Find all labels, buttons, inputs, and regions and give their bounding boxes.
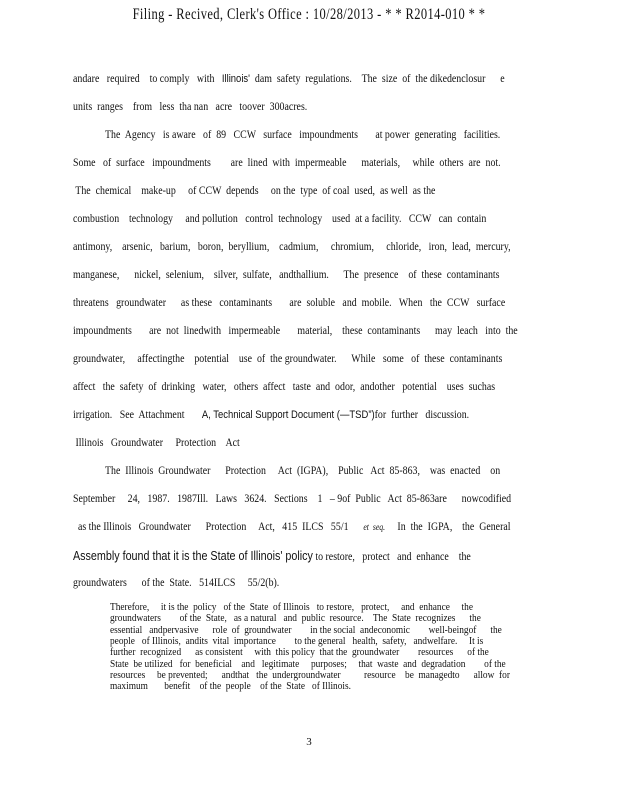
body-line [73, 213, 487, 225]
line-text: In the IGPA, the General [385, 521, 511, 533]
line-text: for further discussion. [374, 409, 470, 421]
body-line [73, 521, 511, 533]
quote-line: State be utilized for beneficial and legitimate purposes; that waste and degradation of the [110, 657, 506, 670]
line-text: The chemical make-up of CCW depends on the type of coal used, as well as the [73, 185, 436, 197]
quote-line: essential andpervasive role of groundwater in the social andeconomic well-beingof the [110, 623, 502, 636]
line-text: September 24, 1987. 1987Ill. Laws 3624. Sections 1 – 9of Public Act 85-863are nowcodified [73, 493, 512, 505]
body-line [73, 157, 501, 169]
line-text-styled: A, Technical Support Document (—TSD”) [201, 409, 375, 421]
line-text: irrigation. See Attachment [73, 409, 202, 421]
line-text: units ranges from less tha nan acre toover 300acres. [73, 101, 308, 113]
line-text: The Agency is aware of 89 CCW surface impoundments at power generating facilities. [73, 129, 501, 141]
body-line [73, 549, 469, 563]
line-text: to restore, protect and enhance the [312, 551, 471, 563]
line-text: Some of surface impoundments are lined with impermeable materials, while others are not. [73, 157, 501, 169]
body-line [73, 465, 501, 477]
body-line [73, 493, 512, 505]
body-line [73, 241, 511, 253]
line-text: affect the safety of drinking water, others affect taste and odor, andother potential uses suchas [73, 381, 496, 393]
body-line [73, 353, 503, 365]
body-line [73, 269, 500, 281]
line-text: dam safety regulations. The size of the dikedenclosur e [249, 73, 505, 85]
line-text: groundwaters of the State. 514ILCS 55/2(b). [73, 577, 280, 589]
body-line [73, 325, 518, 337]
quote-line: further recognized as consistent with this policy that the groundwater resources of the [110, 646, 489, 659]
quote-line: Therefore, it is the policy of the State of Illinois to restore, protect, and enhance the [110, 601, 473, 613]
line-text: combustion technology and pollution control technology used at a facility. CCW can contain [73, 213, 487, 225]
quote-line: maximum benefit of the people of the State of Illinois. [110, 680, 351, 693]
line-text: The Illinois Groundwater Protection Act (IGPA), Public Act 85-863, was enacted on [73, 465, 501, 477]
quote-line: people of Illinois, andits vital importance to the general health, safety, andwelfare. It is [110, 634, 484, 647]
body-line [73, 577, 469, 589]
line-text-styled: Assembly found that it is the State of Illinois' policy [73, 549, 313, 563]
line-text-styled: Illinois' [221, 73, 250, 85]
quote-line: resources be prevented; andthat the undergroundwater resource be managedto allow for [110, 668, 510, 681]
page-number: 3 [306, 736, 312, 748]
line-text: andare required to comply with [73, 73, 222, 85]
body-line [73, 73, 505, 85]
quote-line: groundwaters of the State, as a natural and public resource. The State recognizes the [110, 612, 481, 625]
line-text: manganese, nickel, selenium, silver, sulfate, andthallium. The presence of these contaminants [73, 269, 500, 281]
body-line [73, 101, 469, 113]
line-text-styled: et seq. [363, 522, 386, 532]
body-line [73, 185, 469, 197]
line-text: antimony, arsenic, barium, boron, beryllium, cadmium, chromium, chloride, iron, lead, mercury, [73, 241, 511, 253]
body-line [73, 129, 501, 141]
body-line [73, 409, 469, 421]
line-text: impoundments are not linedwith impermeable material, these contaminants may leach into the [73, 325, 518, 337]
line-text: groundwater, affectingthe potential use of the groundwater. While some of these contaminants [73, 353, 503, 365]
body-line [73, 437, 469, 449]
body-line [73, 297, 506, 309]
line-text: threatens groundwater as these contaminants are soluble and mobile. When the CCW surface [73, 297, 506, 309]
body-line [73, 381, 496, 393]
line-text: Illinois Groundwater Protection Act [73, 437, 240, 449]
filing-header: Filing - Recived, Clerk's Office : 10/28/2013 - * * R2014-010 * * [132, 6, 486, 23]
line-text: as the Illinois Groundwater Protection Act, 415 ILCS 55/1 [73, 521, 364, 533]
